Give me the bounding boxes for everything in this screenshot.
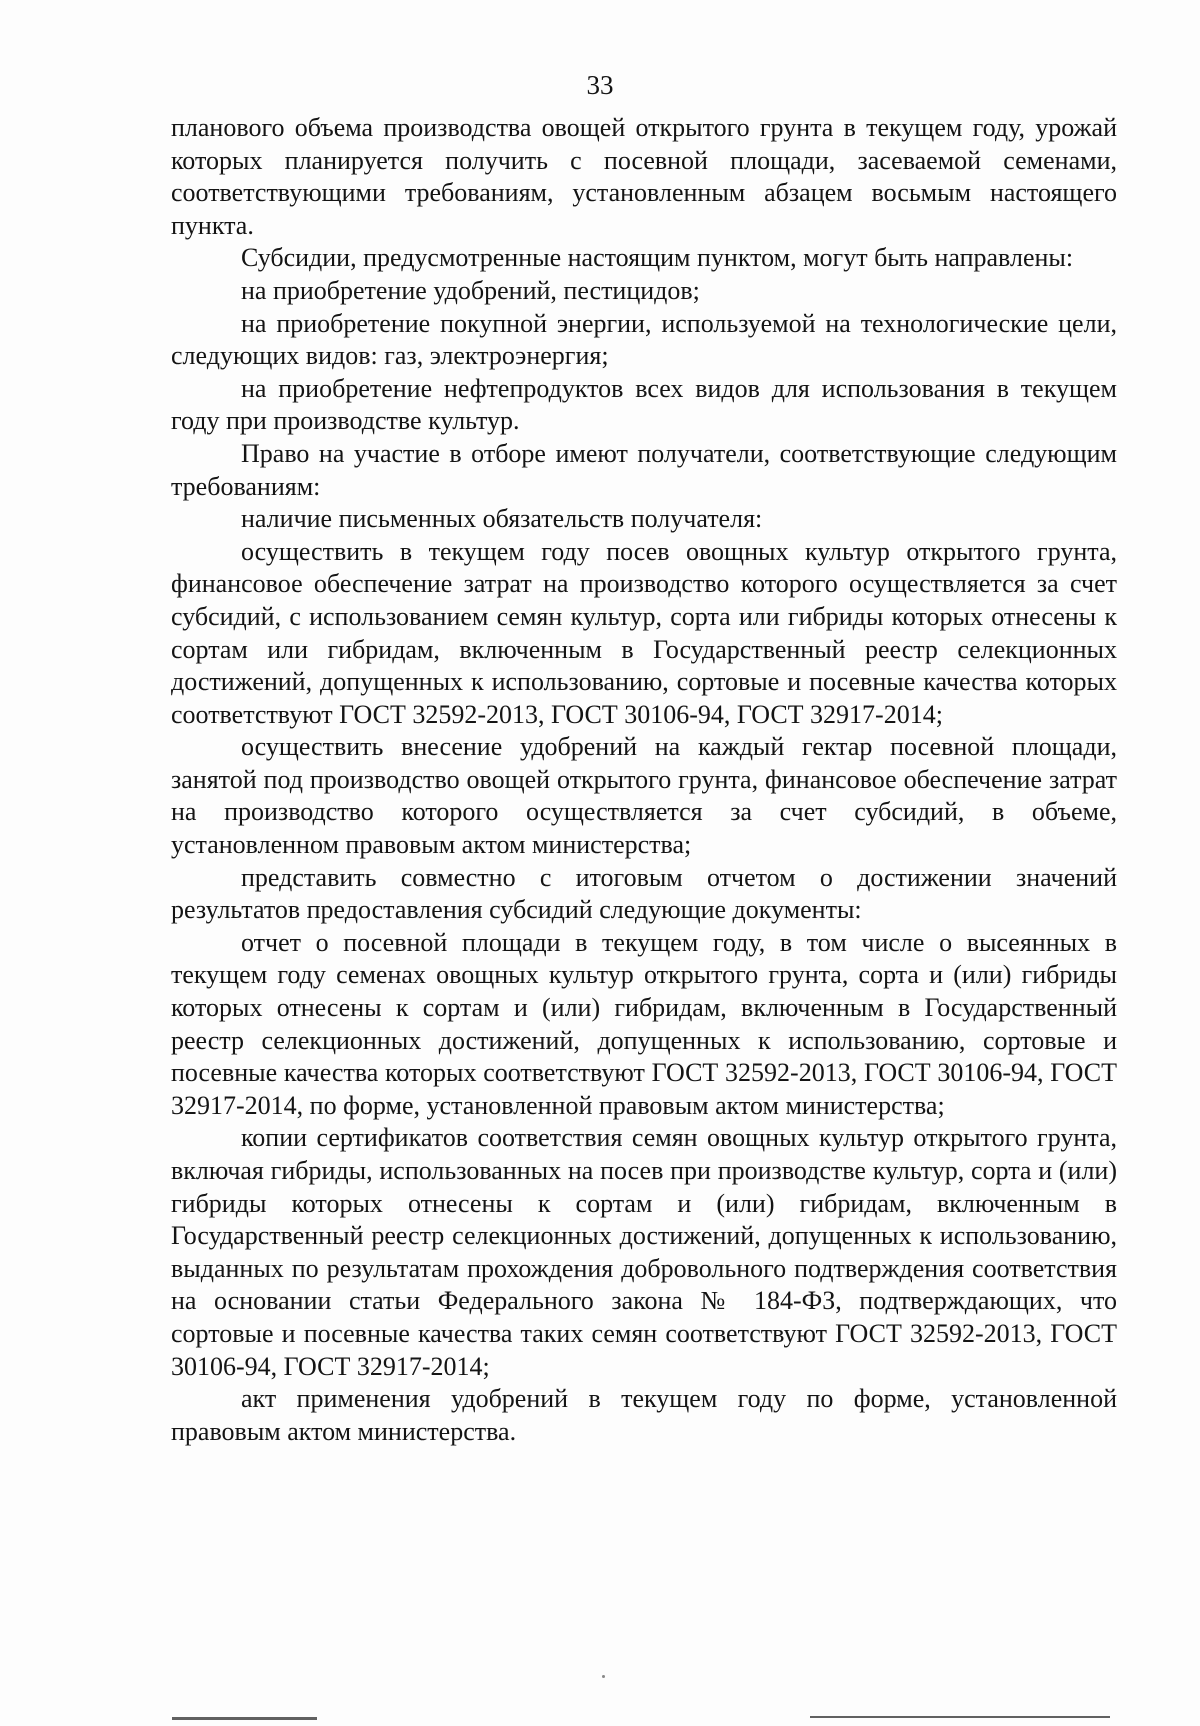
paragraph-11: отчет о посевной площади в текущем году, в том числе о высеянных в текущем году семенах овощных культур открытого грунта, сорта и (или) гибриды которых отнесены к сортам и (или) гибридам, включенным в Государственный реестр селекционных достижений, допущенных к использованию, сортовые и посевные качества которых соответствуют ГОСТ 32592-2013, ГОСТ 30106-94, ГОСТ 32917-2014, по форме, установленной правовым актом министерства; bbox=[171, 927, 1117, 1120]
paragraph-10: представить совместно с итоговым отчетом о достижении значений результатов предоставления субсидий следующие документы: bbox=[171, 862, 1117, 925]
paragraph-7: наличие письменных обязательств получателя: bbox=[241, 504, 763, 534]
paragraph-12: копии сертификатов соответствия семян овощных культур открытого грунта, включая гибриды, использованных на посев при производстве культур, сорта и (или) гибриды которых отнесены к сортам и (или) гибридам, включенным в Государственный реестр селекционных достижений, допущенных к использованию, выданных по результатам прохождения добровольного подтверждения соответствия на основании статьи Федерального закона № 184-ФЗ, подтверждающих, что сортовые и посевные качества таких семян соответствуют ГОСТ 32592-2013, ГОСТ 30106-94, ГОСТ 32917-2014; bbox=[171, 1123, 1117, 1381]
paragraph-6: Право на участие в отборе имеют получатели, соответствующие следующим требованиям: bbox=[171, 438, 1117, 501]
document-body bbox=[171, 112, 1117, 1448]
paragraph-3: на приобретение удобрений, пестицидов; bbox=[241, 275, 700, 305]
page-number: 33 bbox=[586, 70, 614, 100]
paragraph-13: акт применения удобрений в текущем году по форме, установленной правовым актом министерства. bbox=[171, 1384, 1117, 1446]
paragraph-9: осуществить внесение удобрений на каждый гектар посевной площади, занятой под производство овощей открытого грунта, финансовое обеспечение затрат на производство которого осуществляется за счет субсидий, в объеме, установленном правовым актом министерства; bbox=[171, 732, 1117, 860]
paragraph-8: осуществить в текущем году посев овощных культур открытого грунта, финансовое обеспечение затрат на производство которого осуществляется за счет субсидий, с использованием семян культур, сорта или гибриды которых отнесены к сортам или гибридам, включенным в Государственный реестр селекционных достижений, допущенных к использованию, сортовые и посевные качества которых соответствуют ГОСТ 32592-2013, ГОСТ 30106-94, ГОСТ 32917-2014; bbox=[171, 536, 1117, 729]
paragraph-4: на приобретение покупной энергии, используемой на технологические цели, следующих видов: газ, электроэнергия; bbox=[171, 308, 1117, 371]
scan-speck bbox=[602, 1675, 605, 1678]
paragraph-2: Субсидии, предусмотренные настоящим пунктом, могут быть направлены: bbox=[241, 243, 1074, 273]
scan-artifact-left bbox=[172, 1717, 317, 1720]
scan-artifact-right bbox=[810, 1716, 1110, 1718]
paragraph-1: планового объема производства овощей открытого грунта в текущем году, урожай которых планируется получить с посевной площади, засеваемой семенами, соответствующими требованиям, установленным абзацем восьмым настоящего пункта. bbox=[171, 113, 1117, 240]
paragraph-5: на приобретение нефтепродуктов всех видов для использования в текущем году при производстве культур. bbox=[171, 373, 1117, 436]
